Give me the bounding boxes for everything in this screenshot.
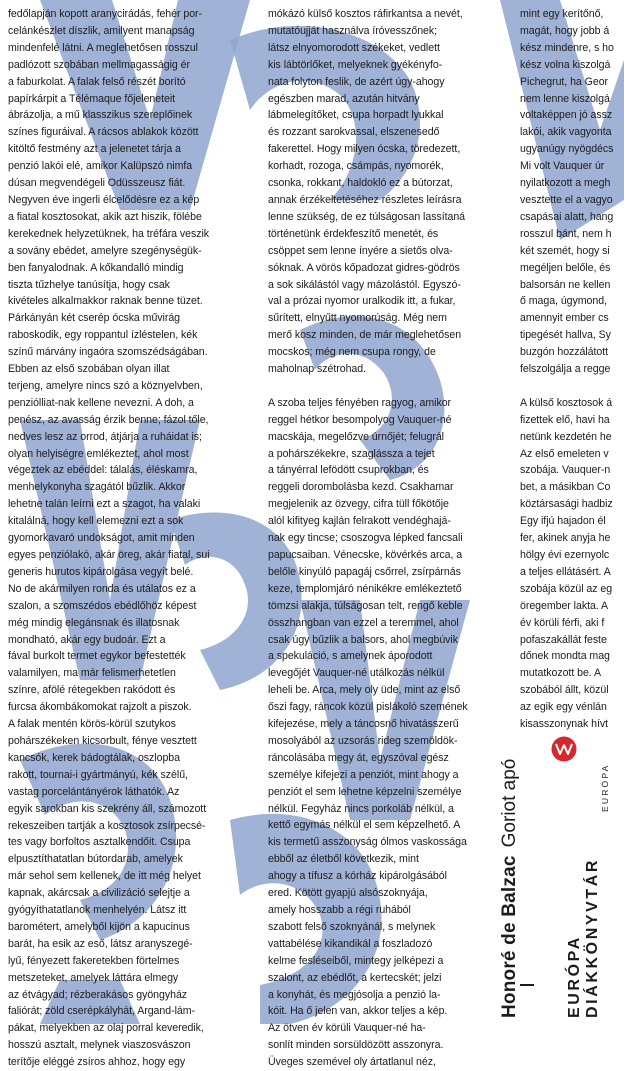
text-line: netünk kezdetén he [520,430,612,443]
text-line: sonlít minden sorsüldözött asszonyra. [268,1039,444,1052]
text-line: keze, templomjáró nénikékre emlékeztető [268,582,462,595]
text-line: fakerettel. Hogy milyen ócska, töredezett, [268,143,461,156]
text-line: dúsan megvendégeli Odüsszeusz fiát. [8,177,186,190]
text-line: gyógyíthatatlanok menhelyén. Látsz itt [8,904,187,917]
text-line: kancsók, kerek bádogtálak, oszlopba [8,751,180,764]
text-line: valamilyen, ma már felismerhetetlen [8,667,176,680]
text-line [520,378,640,395]
text-line: pofaszakállát feste [520,633,607,646]
text-line: Ebben az első szobában olyan illat [8,363,170,376]
text-line: mondható, akár egy budoár. Ezt a [8,633,166,646]
text-line [268,378,508,395]
text-line: Az első emeleten v [520,447,609,460]
text-line: az étvágyad; rézberakásos gyöngyház [8,988,188,1001]
text-line: tömzsi alakja, túlságosan telt, rengő keble [268,599,463,612]
text-line: Üveges szemével oly ártatlanul néz, [268,1056,436,1069]
text-line: fizettek elő, havi ha [520,413,610,426]
text-line: történetünk érdekfeszítő menetét, és [268,227,439,240]
text-column-2 [268,6,508,1071]
text-line: leheli be. Arca, mely oly üde, mint az első [268,684,461,697]
text-line: magát, hogy jobb á [520,24,610,37]
text-line: fával burkolt termet egykor befestették [8,650,186,663]
text-line: fedőlapján kopott aranycirádás, fehér por- [8,8,203,20]
text-line: kitöltő festmény azt a jelenetet tárja a [8,143,181,156]
text-line: amennyit ember cs [520,312,609,325]
text-line: tipegését hallva, Sy [520,329,611,342]
text-line: az egik egy vénlán [520,701,607,714]
text-line: mutatóujját használva íróvesszőnek; [268,24,438,37]
text-line: penész, az avasság érzik benne; fázol tőle, [8,413,209,426]
text-line: celánkészlet díszlik, amilyent manapság [8,24,195,37]
text-line: csonka, rokkant, haldokló ez a bútorzat, [268,177,453,190]
text-line: ahogy a tífusz a kórház kipárolgásából [268,870,447,883]
text-line: egészben marad, azután hitvány [268,92,420,105]
text-line: személye kifejezi a penziót, mint ahogy a [268,768,459,781]
series-line-2: DIÁKKÖNYVTÁR [584,857,601,1018]
text-line: korhadt, rozoga, csámpás, nyomorék, [268,160,444,173]
text-line: mindenfelé látni. A meglehetősen rosszul [8,41,198,54]
text-line: kis termetű asszonyság ólmos vaskossága [268,836,467,849]
text-line: rakott, tournai-i gyártmányú, kék szélű, [8,768,188,781]
text-line: Mi volt Vauquer úr [520,160,605,173]
text-line: lehetne talán leírni ezt a szagot, ha valaki [8,498,201,511]
text-line: mint egy kerítőnő, [520,8,604,20]
text-line: nem lenne kiszolgá [520,92,610,105]
book-author: Honoré de Balzac [499,855,520,1018]
text-line: elpusztíthatatlan bútordarab, amelyek [8,853,183,866]
text-line: bet, a másikban Co [520,481,611,494]
text-line: nata folyton feslik, de azért úgy-ahogy [268,75,445,88]
text-line: a fiatal kosztosokat, akik azt hiszik, fölébe [8,210,202,223]
text-line: voltaképpen jó assz [520,109,613,122]
text-line: terjeng, amelyre nincs szó a köznyelvben, [8,379,203,392]
text-line: buzgón hozzálátott [520,346,609,359]
text-line: papírkárpit a Télémaque főjeleneteit [8,92,176,105]
text-line: furcsa ákombákomokat rajzolt a piszok. [8,701,192,714]
text-line: megéljen belőle, és [520,261,611,274]
text-line: annak érzékeltetéséhez részletes leírásra [268,193,462,206]
text-line: kerekednek helyzetüknek, ha tréfára veszik [8,227,210,240]
text-line: lábmelegítőket, csupa horpadt lyukkal [268,109,444,122]
text-line: generis hurutos kipárolgása vegyít belé. [8,565,194,578]
europa-logo-icon [551,736,577,762]
text-line: még mindig elegánsnak és illatosnak [8,616,180,629]
text-line: nak egy tincse; csoszogva lépked fancsali [268,532,463,545]
text-line: szobája. Vauquer-n [520,464,611,477]
text-line: lyű, fényezett fakeretekben förtelmes [8,954,180,967]
text-line: két szemét, hogy si [520,244,610,257]
text-line: év körüli férfi, aki f [520,616,605,629]
text-line: nedves lesz az orrod, átjárja a ruháidat is; [8,430,202,443]
text-line: Pichegrut, ha Geor [520,75,609,88]
text-line: kivételes alkalmakkor raknak benne tüzet. [8,295,203,308]
text-line: macskája, megelőzve úrnőjét; felugrál [268,430,444,443]
spine-divider [520,984,534,986]
text-line: levegőjét Vauquer-né utálkozás nélkül [268,667,445,680]
text-column-3 [520,6,640,733]
text-line: mocskos; még nem csupa rongy, de [268,346,436,359]
text-line: a spekuláció, s amelynek áporodott [268,650,433,663]
text-line: szabott felső szoknyánál, s melynek [268,920,436,933]
text-line: kitalálná, hogy kell elemezni ezt a sok [8,515,184,528]
text-line: Párkányán két cserép ócska művirág [8,312,181,325]
text-line: A falak mentén körös-körül szutykos [8,718,176,731]
text-line: olyan helyiségre emlékeztet, ahol most [8,447,189,460]
text-line: Egy ifjú hajadon él [520,515,606,528]
text-line: és rozzant sarokvassal, elszenesedő [268,126,440,139]
text-line: a teljes ellátásért. A [520,565,611,578]
text-line: penziót el sem lehetne képzelni személye [268,785,462,798]
text-line: penziólliat-nak kellene nevezni. A doh, a [8,396,194,409]
text-line: csak úgy bűzlik a balsors, ahol megbúvik [268,633,458,646]
text-line: balsorsán ne kellen [520,278,611,291]
text-line: nélkül. Fegyház nincs porkoláb nélkül, a [268,802,454,815]
text-line: val a prózai nyomor uralkodik itt, a fukar, [268,295,456,308]
text-line: ugyanúgy nyögdécs [520,143,614,156]
text-line: A szoba teljes fényében ragyog, amikor [268,396,452,409]
text-line: hosszú asztalt, melynek viaszosvászon [8,1039,191,1052]
text-line: vattabélése kikandikál a foszladozó [268,937,433,950]
text-line: fer, akinek anyja he [520,532,611,545]
text-line: faliórát; zöld cserépkályhát, Argand-lám- [8,1005,195,1018]
text-line: összhangban van ezzel a teremmel, ahol [268,616,459,629]
text-line: A külső kosztosok á [520,396,613,409]
text-line: csapásai alatt, hang [520,210,614,223]
text-line: kóit. Ha ő jelen van, akkor teljes a kép. [268,1005,448,1018]
text-column-1 [8,6,254,1071]
text-line: kifejezése, mely a táncosnő hivatásszerű [268,718,459,731]
text-line: ábrázolja, a mű klasszikus szereplőinek [8,109,193,122]
text-line: padlózott szobában mellmagasságig ér [8,58,190,71]
text-line: ebből az életből következik, mint [268,853,419,866]
text-line: penzió lakói elé, amikor Kalüpszó nimfa [8,160,193,173]
text-line: pákat, melyekben az olaj porral keveredik, [8,1022,204,1035]
text-line: dőnek mondta mag [520,650,610,663]
text-line: amely hosszabb a régi ruhából [268,904,411,917]
series-name [566,858,602,1018]
text-line: reggel hétkor besompolyog Vauquer-né [268,413,452,426]
text-line: szobája közül az eg [520,582,613,595]
text-line: mutatkozott be. A [520,667,602,680]
book-title: Goriot apó [499,758,520,848]
text-line: nyilatkozott a megh [520,177,611,190]
text-line: sóknak. A vörös kőpadozat gidres-gödrös [268,261,460,274]
text-line: raboskodik, egy roppantul ízléstelen, kék [8,329,198,342]
text-line: vastag porcelántányérok láthatók. Az [8,785,180,798]
text-line: szalont, az ebédlőt, a kertecskét; jelzi [268,971,442,984]
text-line: már sehol sem kellenek, de itt még helyet [8,870,201,883]
text-line: egyik sarokban kis szekrény áll, számozott [8,802,207,815]
text-line: egyes penziólakó, akár öreg, akár fiatal, sui [8,549,210,561]
text-line: lenne szükség, de ez túlságosan lassítaná [268,210,466,223]
text-line: Az ötven év körüli Vauquer-né ha- [268,1022,426,1035]
text-line: szalon, a szomszédos ebédlőhöz képest [8,599,197,612]
text-line: végeztek az ebéddel: tálalás, éléskamra, [8,464,198,477]
text-line: terítője eléggé zsíros ahhoz, hogy egy [8,1056,186,1069]
text-line: alól kifityeg kajlán felrakott vendéghajá- [268,515,451,528]
text-line: No de akármilyen ronda és utálatos ez a [8,582,196,595]
text-line: barométert, amelyből kijön a kapucinus [8,920,190,933]
text-line: tiszta tűzhelye tanúsítja, hogy csak [8,278,170,291]
text-line: felszolgálja a regge [520,363,611,376]
text-line: a tányérral lefödött csuprokban, és [268,464,429,477]
text-line: maholnap szétrohad. [268,363,366,376]
text-line: lakói, akik vagyonta [520,126,612,139]
text-line: metszeteket, amelyek láttára elmegy [8,971,179,984]
text-line: merő kosz minden, de már meglehetősen [268,329,462,342]
text-line: színre, afölé rétegekben rakódott és [8,684,176,697]
text-line: belőle kinyúló papagáj csőrrel, zsírpárnás [268,565,461,578]
text-line: barát, ha esik az eső, látsz aranyszegé- [8,937,193,950]
text-line: a sovány ebédet, amelyre szegénységük- [8,244,202,257]
text-line: kész volna kiszolgá [520,58,611,71]
text-line: csöppet sem lenne ínyére a sietős olva- [268,244,453,257]
text-line: ben fanyalodnak. A kőkandalló mindig [8,261,184,274]
text-line: ráncolásába megy át, egyszóval egész [268,751,449,764]
text-line: a sok sikálástól vagy mázolástól. Egyszó- [268,278,461,291]
publisher-wordmark: EURÓPA [600,763,610,812]
series-line-1: EURÓPA [566,935,583,1018]
text-line: reggeli dorombolásba kezd. Csakhamar [268,481,454,494]
text-line: gyomorkavaró undokságot, amit minden [8,532,195,545]
text-line: mókázó külső kosztos ráfirkantsa a nevét, [268,8,463,20]
text-line: hölgy évi ezernyolc [520,548,610,561]
text-line: kész mindenre, s ho [520,41,614,54]
text-line: köztársasági hadbiz [520,498,613,511]
text-line: tes vagy borfoltos asztalkendőit. Csupa [8,836,191,849]
text-line: ered. Kötött gyapjú alsószoknyája, [268,887,428,900]
text-line: látsz elnyomorodott székeket, vedlett [268,41,440,54]
text-line: megjelenik az özvegy, cifra tüll főkötője [268,498,449,511]
text-line: kelme fesléseiből, mintegy jelképezi a [268,954,444,967]
text-line: pohárszékeken kicsorbult, fénye vesztett [8,734,197,747]
spine-title-block [500,759,521,1018]
text-line: Negyven éve ingerli élcelődésre ez a kép [8,193,200,206]
text-line: kapnak, akárcsak a civilizáció selejtje a [8,887,190,900]
text-line: színes figuráival. A rácsos ablakok között [8,126,199,139]
text-line: a pohárszékekre, szaglássza a tejet [268,447,435,460]
text-line: mosolyából az uzsorás rideg szemöldök- [268,734,458,747]
text-line: papucsaiban. Vénecske, kövérkés arca, a [268,548,463,561]
text-line: rosszul bánt, nem h [520,227,612,240]
text-line: ő maga, úgymond, [520,295,607,308]
text-line: a faburkolat. A falak felső részét borító [8,75,186,88]
text-line: sűrített, elnyűtt nyomorúság. Még nem [268,312,447,325]
text-line: kisasszonynak hívt [520,718,609,731]
text-line: színű márvány ingaóra szomszédságában. [8,346,208,359]
text-line: rekeszeiben tartják a kosztosok zsírpecsé- [8,819,206,832]
text-line: kis lábtörlőket, melyeknek gyékényfo- [268,58,443,71]
text-line: szobából állt, közül [520,684,609,697]
text-line: kettő egymás nélkül el sem képzelhető. A [268,819,461,832]
text-line: őszi fagy, ráncok közül pislákoló szemének [268,701,468,714]
text-line: öregember lakta. A [520,599,609,612]
text-line: menhelykonyha szagától bűzlik. Akkor [8,481,186,494]
text-line: a konyhát, és megjósolja a penzió la- [268,988,441,1001]
text-line: vesztette el a vagyo [520,193,613,206]
